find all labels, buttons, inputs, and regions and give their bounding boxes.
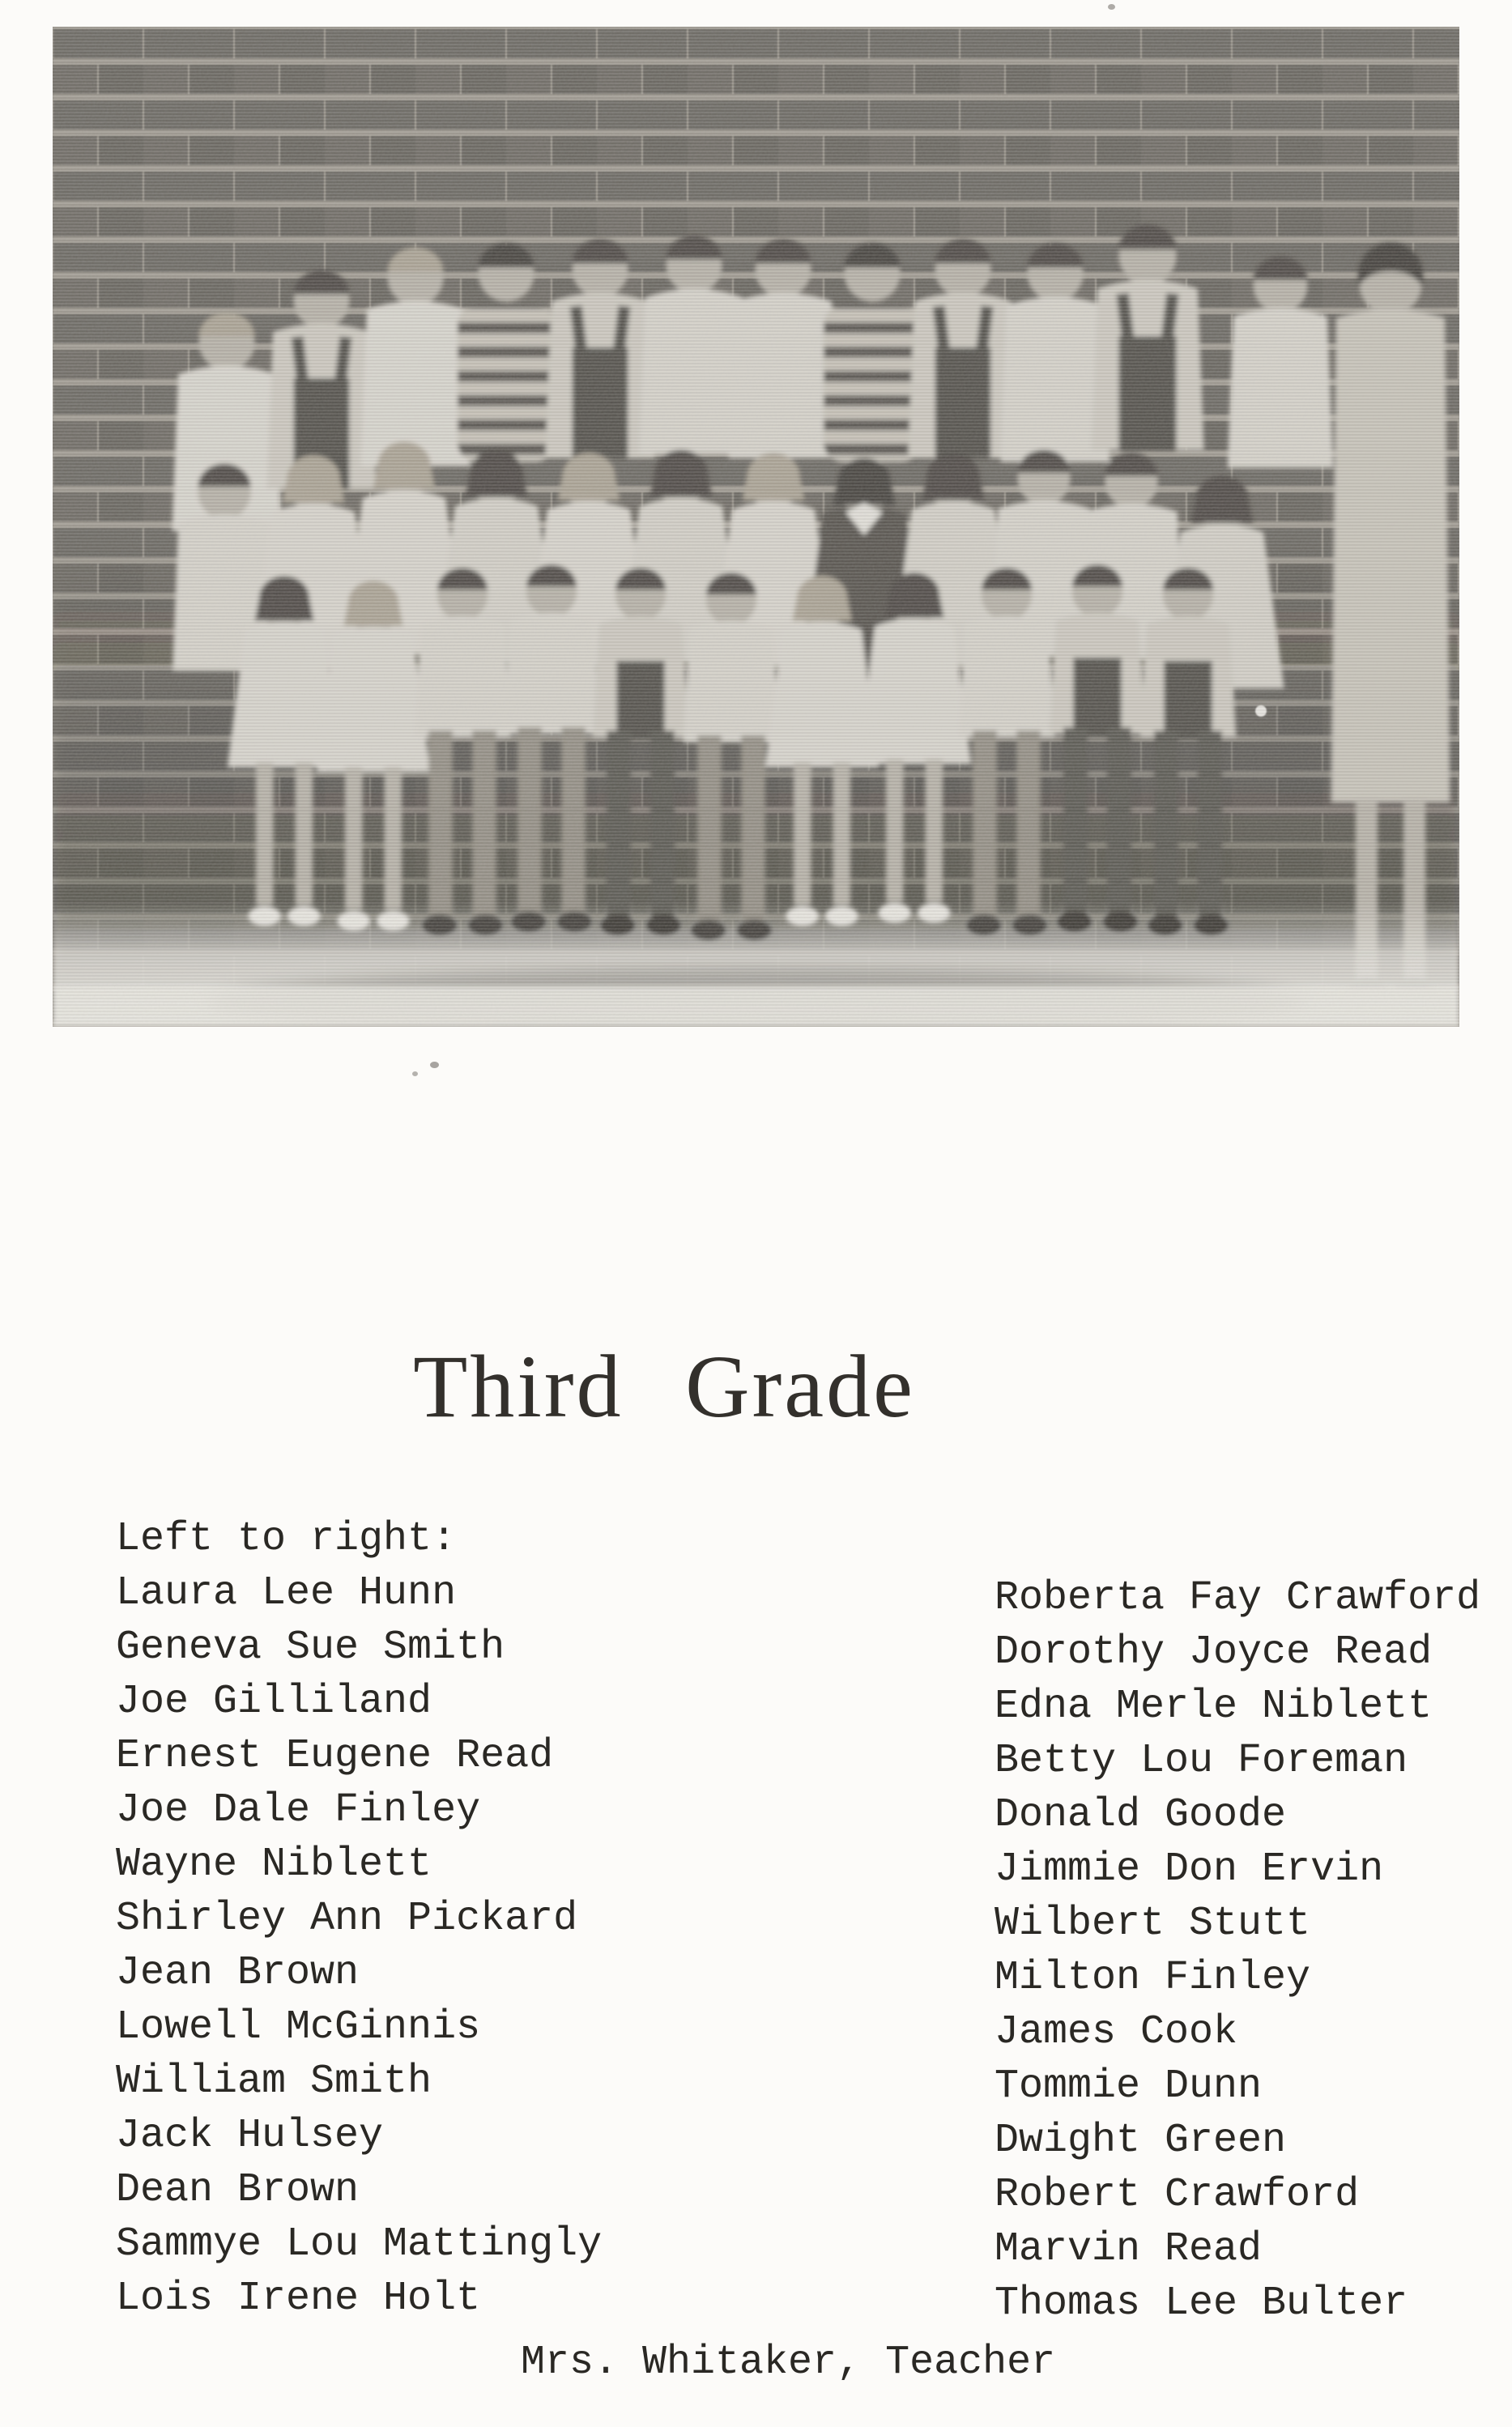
name-line: Jean Brown [116,1950,360,1996]
name-line: Betty Lou Foreman [995,1738,1408,1784]
scan-speck [412,1071,418,1076]
name-line: Wilbert Stutt [995,1901,1311,1947]
name-line: Lowell McGinnis [116,2004,481,2050]
name-line: Lois Irene Holt [116,2276,481,2322]
name-line: Geneva Sue Smith [116,1624,505,1671]
name-line: Shirley Ann Pickard [116,1896,578,1942]
name-line: Robert Crawford [995,2172,1360,2218]
name-line: Dean Brown [116,2167,360,2213]
roster-header: Left to right: [116,1516,457,1562]
name-line: Laura Lee Hunn [116,1570,457,1616]
grain-overlay [53,27,1459,1027]
name-line: Ernest Eugene Read [116,1733,554,1779]
class-photo [53,27,1459,1027]
name-line: Wayne Niblett [116,1842,432,1888]
class-photo-art [53,27,1459,1027]
name-line: Edna Merle Niblett [995,1684,1433,1730]
name-line: Jimmie Don Ervin [995,1846,1384,1893]
name-line: Dwight Green [995,2118,1287,2164]
page-title: Third Grade [413,1337,915,1436]
name-line: James Cook [995,2009,1238,2055]
name-line: Milton Finley [995,1955,1311,2001]
name-line: Tommie Dunn [995,2063,1263,2110]
name-line: Sammye Lou Mattingly [116,2221,603,2267]
name-line: Marvin Read [995,2226,1263,2272]
name-line: Joe Gilliland [116,1679,432,1725]
name-line: Thomas Lee Bulter [995,2280,1408,2327]
name-line: Donald Goode [995,1792,1287,1838]
name-line: Dorothy Joyce Read [995,1629,1433,1675]
name-line: Roberta Fay Crawford [995,1575,1481,1621]
name-line: William Smith [116,2059,432,2105]
name-column-right [995,1571,1480,2331]
name-column-left [116,1566,602,2326]
name-line: Jack Hulsey [116,2113,384,2159]
scan-speck [430,1062,439,1068]
scan-speck [1108,4,1115,10]
teacher-credit: Mrs. Whitaker, Teacher [521,2340,1056,2386]
name-line: Joe Dale Finley [116,1787,481,1833]
